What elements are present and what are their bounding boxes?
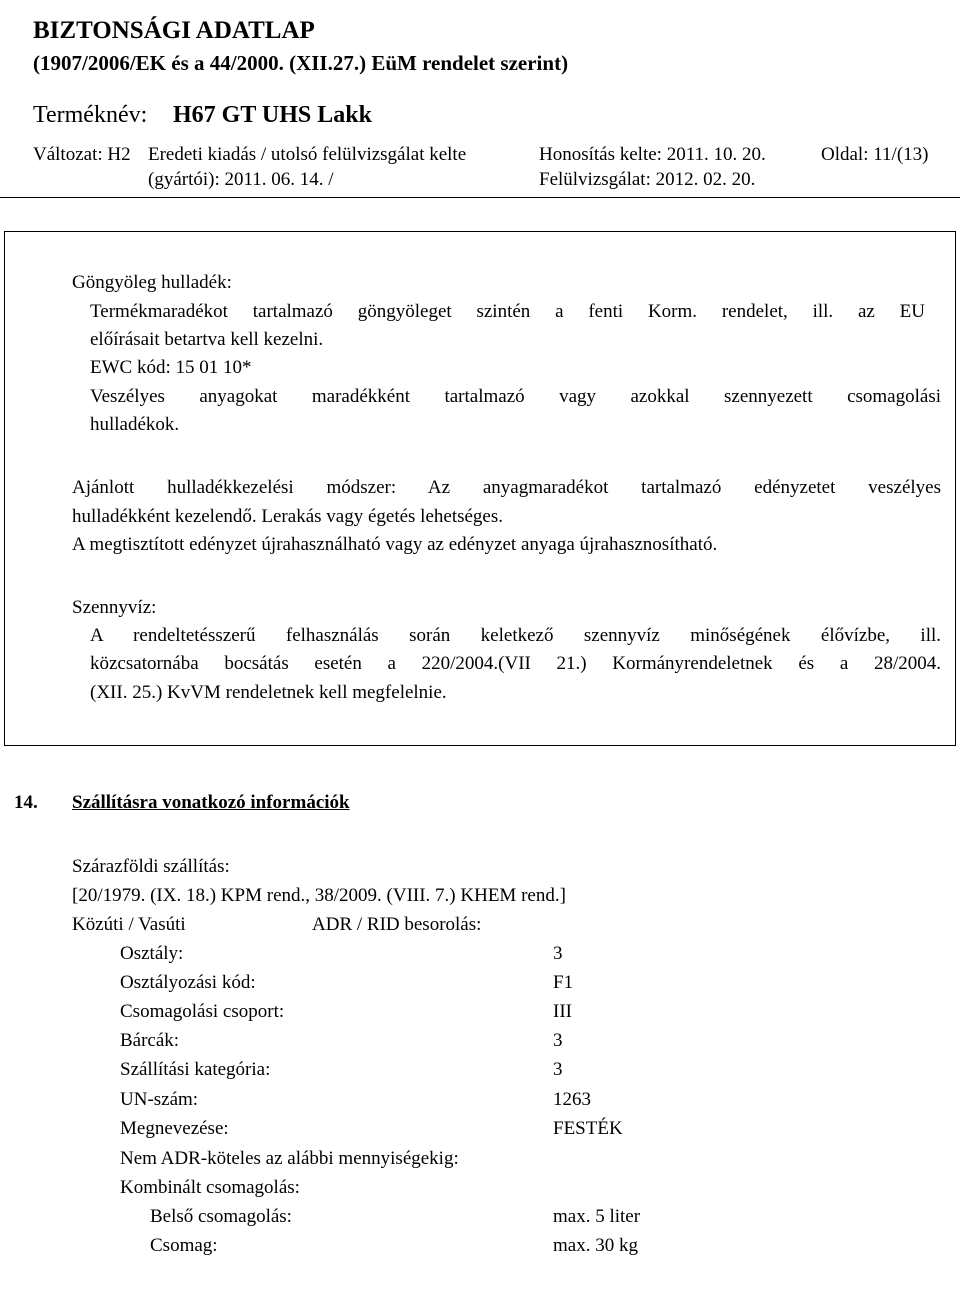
classification-code-label: Osztályozási kód: [120, 972, 256, 993]
inner-packaging-label: Belső csomagolás: [150, 1206, 292, 1227]
land-transport-title: Szárazföldi szállítás: [72, 856, 230, 877]
ewc-code: EWC kód: 15 01 10* [90, 357, 252, 378]
package-value: max. 30 kg [553, 1235, 638, 1256]
designation-label: Megnevezése: [120, 1118, 229, 1139]
issue-date-line1: Eredeti kiadás / utolsó felülvizsgálat kelte [148, 144, 467, 165]
class-label: Osztály: [120, 943, 184, 964]
ewc-description-2: hulladékok. [90, 414, 180, 435]
combined-packaging: Kombinált csomagolás: [120, 1177, 300, 1198]
adr-rid-label: ADR / RID besorolás: [312, 914, 482, 935]
packaging-waste-text-1: Termékmaradékot tartalmazó göngyöleget szintén a fenti Korm. rendelet, ill. az EU [90, 301, 925, 322]
un-number-value: 1263 [553, 1089, 591, 1110]
un-number-label: UN-szám: [120, 1089, 199, 1110]
wastewater-text-1: A rendeltetésszerű felhasználás során keletkező szennyvíz minőségének élővízbe, ill. [90, 625, 941, 646]
non-adr-limit: Nem ADR-köteles az alábbi mennyiségekig: [120, 1148, 459, 1169]
issue-date-line2: (gyártói): 2011. 06. 14. / [148, 169, 334, 190]
package-label: Csomag: [150, 1235, 218, 1256]
packaging-waste-text-2: előírásait betartva kell kezelni. [90, 329, 324, 350]
wastewater-title: Szennyvíz: [72, 597, 157, 618]
packaging-waste-title: Göngyöleg hulladék: [72, 272, 232, 293]
class-value: 3 [553, 943, 563, 964]
localization-date: Honosítás kelte: 2011. 10. 20. [539, 144, 766, 165]
product-name: H67 GT UHS Lakk [173, 102, 372, 128]
wastewater-text-3: (XII. 25.) KvVM rendeletnek kell megfelelnie. [90, 682, 447, 703]
road-rail-label: Közúti / Vasúti [72, 914, 186, 935]
header-separator [0, 197, 960, 198]
packing-group-value: III [553, 1001, 572, 1022]
packing-group-label: Csomagolási csoport: [120, 1001, 285, 1022]
review-date: Felülvizsgálat: 2012. 02. 20. [539, 169, 756, 190]
inner-packaging-value: max. 5 liter [553, 1206, 641, 1227]
product-name-label: Terméknév: [33, 102, 148, 128]
recommended-method-3: A megtisztított edényzet újrahasználható vagy az edényzet anyaga újrahasznosítható. [72, 534, 718, 555]
designation-value: FESTÉK [553, 1118, 623, 1139]
page-number: Oldal: 11/(13) [821, 144, 929, 165]
regulation-reference: (1907/2006/EK és a 44/2000. (XII.27.) EüM rendelet szerint) [33, 51, 569, 75]
transport-regulations: [20/1979. (IX. 18.) KPM rend., 38/2009. (VIII. 7.) KHEM rend.] [72, 885, 566, 906]
ewc-description-1: Veszélyes anyagokat maradékként tartalmazó vagy azokkal szennyezett csomagolási [90, 386, 941, 407]
transport-category-value: 3 [553, 1059, 563, 1080]
section-number: 14. [14, 792, 38, 813]
section-title: Szállításra vonatkozó információk [72, 792, 350, 813]
recommended-method-2: hulladékként kezelendő. Lerakás vagy égetés lehetséges. [72, 506, 504, 527]
labels-label: Bárcák: [120, 1030, 180, 1051]
version: Változat: H2 [33, 144, 131, 165]
recommended-method-1: Ajánlott hulladékkezelési módszer: Az anyagmaradékot tartalmazó edényzetet veszélyes [72, 477, 941, 498]
labels-value: 3 [553, 1030, 563, 1051]
transport-category-label: Szállítási kategória: [120, 1059, 271, 1080]
classification-code-value: F1 [553, 972, 574, 993]
document-title: BIZTONSÁGI ADATLAP [33, 17, 315, 44]
wastewater-text-2: közcsatornába bocsátás esetén a 220/2004.(VII 21.) Kormányrendeletnek és a 28/2004. [90, 653, 941, 674]
